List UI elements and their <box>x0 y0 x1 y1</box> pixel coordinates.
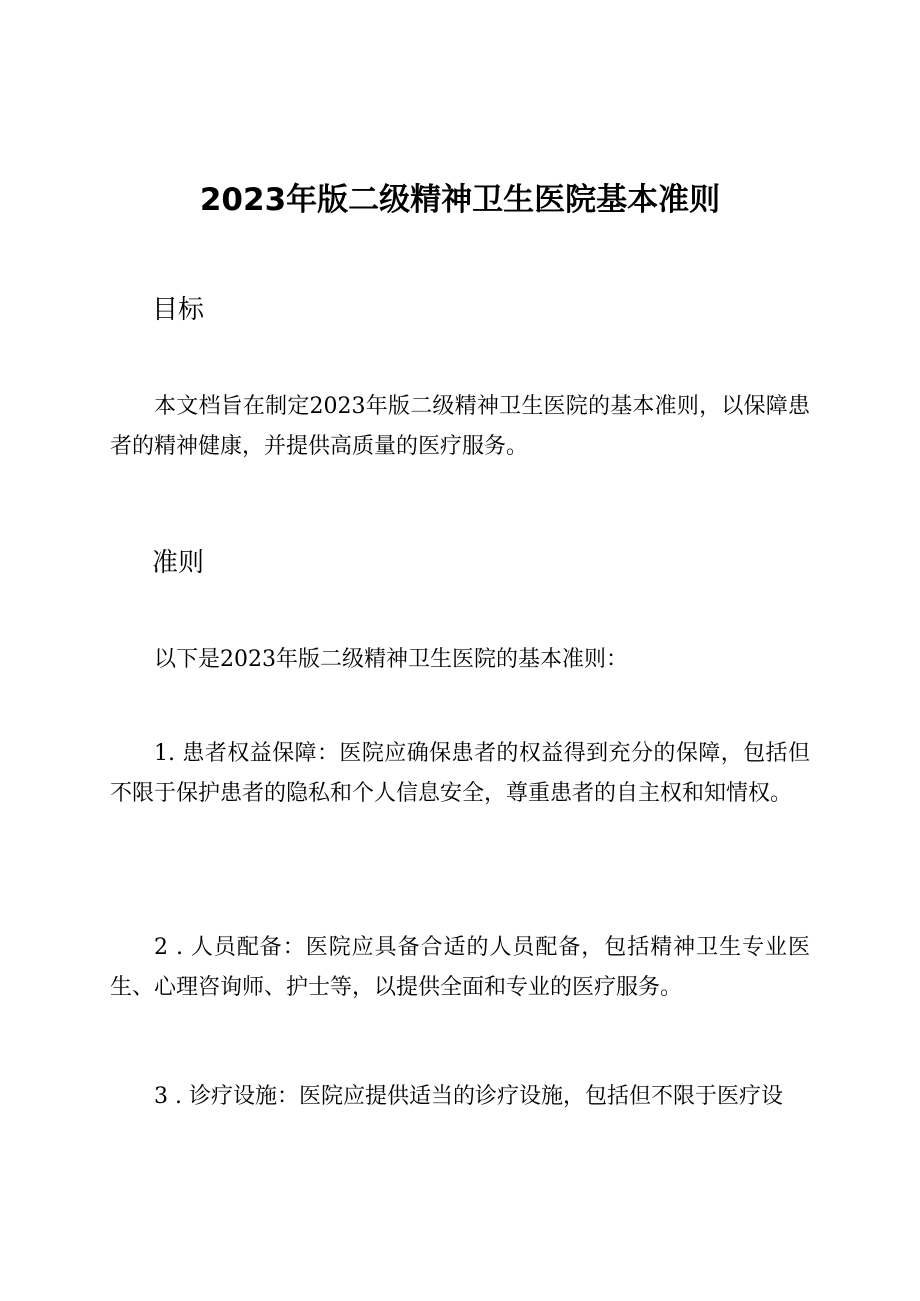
goal-paragraph: 本文档旨在制定2023年版二级精神卫生医院的基本准则，以保障患者的精神健康，并提供高质量的医疗服务。 <box>110 394 810 459</box>
document-title: 2023年版二级精神卫生医院基本准则 <box>199 182 721 218</box>
guidelines-intro-paragraph: 以下是2023年版二级精神卫生医院的基本准则： <box>154 647 628 672</box>
guideline-item-1: 1. 患者权益保障：医院应确保患者的权益得到充分的保障，包括但不限于保护患者的隐私和个人信息安全，尊重患者的自主权和知情权。 <box>110 741 810 806</box>
guideline-item-2: 2 . 人员配备：医院应具备合适的人员配备，包括精神卫生专业医生、心理咨询师、护士等，以提供全面和专业的医疗服务。 <box>110 935 810 1000</box>
guideline-item-3: 3 . 诊疗设施：医院应提供适当的诊疗设施，包括但不限于医疗设 <box>154 1084 783 1109</box>
section-heading-guidelines: 准则 <box>152 548 205 578</box>
section-heading-goal: 目标 <box>152 295 205 325</box>
